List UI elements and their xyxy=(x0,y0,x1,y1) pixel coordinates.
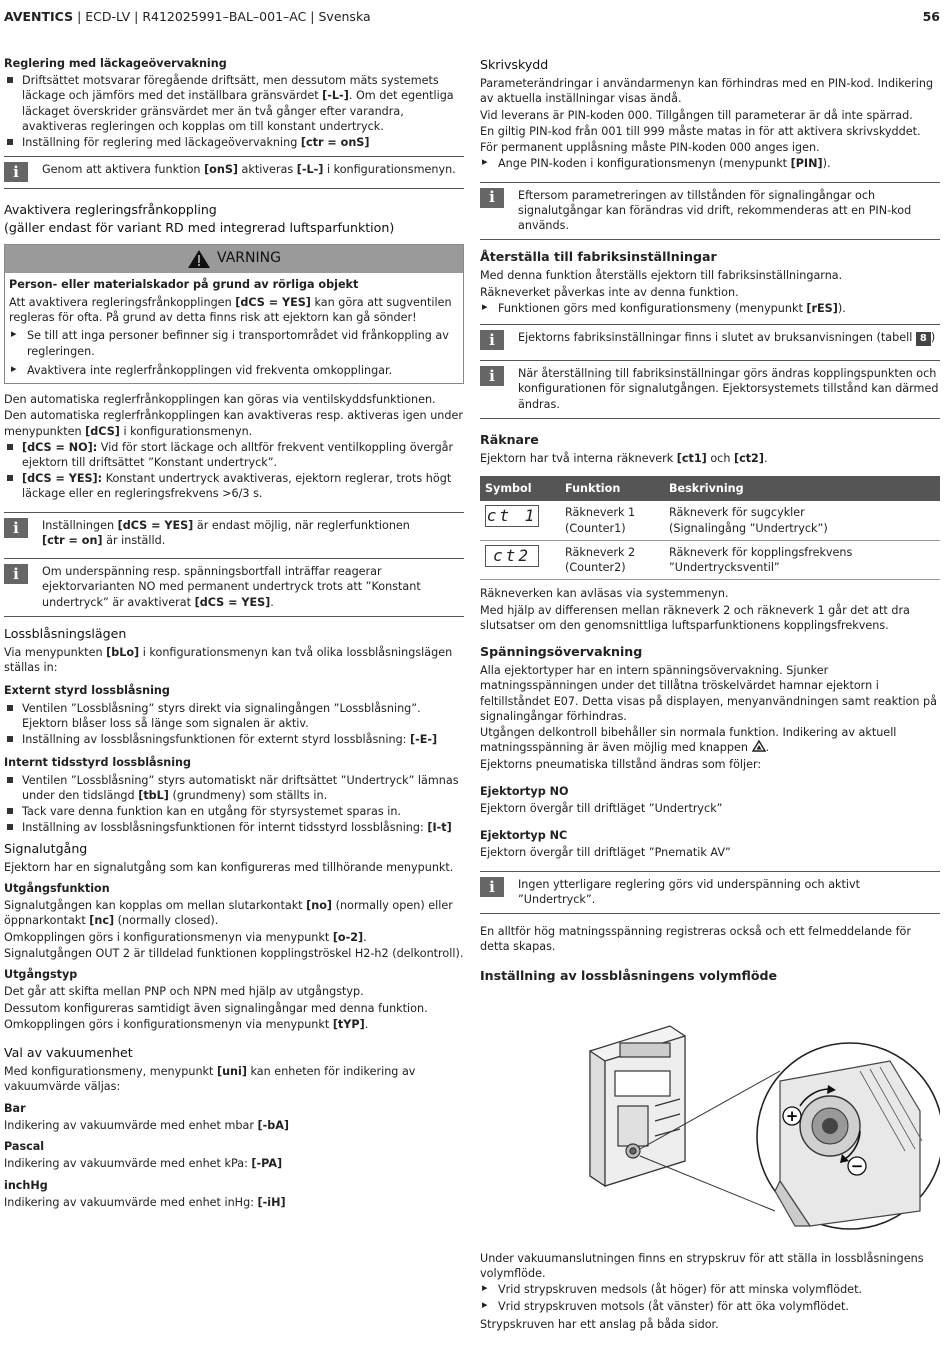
section-title: Räknare xyxy=(480,431,539,447)
info-note: i Eftersom parametreringen av tillstånden för signalingångar och signalutgångar kan förändras vid drift, rekommenderas att en PIN-kod används. xyxy=(480,182,940,241)
section-title: Skrivskydd xyxy=(480,57,549,72)
left-column xyxy=(4,56,464,1211)
triangle-button-icon xyxy=(752,740,766,752)
info-note: i Genom att aktivera funktion [onS] aktiveras [-L-] i konfigurationsmenyn. xyxy=(4,156,464,189)
section-title: Avaktivera regleringsfrånkoppling xyxy=(4,202,217,218)
paragraph: Parameterändringar i användarmenyn kan förhindras med en PIN-kod. Indikering av aktuella inställningar visas ändå. xyxy=(480,77,934,106)
list-item: ▸ Funktionen görs med konfigurationsmeny (menypunkt [rES]). xyxy=(480,301,940,316)
list-item: ▸ Se till att inga personer befinner sig i transportområdet vid frånkoppling av regleringen. xyxy=(9,328,459,358)
subsection-title: Externt styrd lossblåsning xyxy=(4,684,170,698)
list-item: Inställning av lossblåsningsfunktionen för externt styrd lossblåsning: [-E-] xyxy=(4,732,464,747)
info-icon: i xyxy=(480,188,504,208)
paragraph: Den automatiska reglerfrånkopplingen kan göras via ventilskyddsfunktionen. xyxy=(4,393,436,407)
warning-icon xyxy=(187,249,211,269)
paragraph: Under vakuumanslutningen finns en strypskruv för att ställa in lossblåsningens volymflöde. xyxy=(480,1252,924,1281)
subsection-title: Pascal xyxy=(4,1140,45,1154)
paragraph: En alltför hög matningsspänning registreras också och ett felmeddelande för detta skapas. xyxy=(480,925,911,954)
section-title: Signalutgång xyxy=(4,840,88,856)
section-title: Spänningsövervakning xyxy=(480,644,643,659)
list-item: ▸ Ange PIN-koden i konfigurationsmenyn (menypunkt [PIN]). xyxy=(480,156,940,171)
paragraph: Dessutom konfigureras samtidigt även signalingångar med denna funktion. xyxy=(4,1001,428,1015)
step-list xyxy=(480,1282,940,1313)
info-note: i Ingen ytterligare reglering görs vid underspänning och aktivt ”Undertryck”. xyxy=(480,871,940,914)
display-symbol: ct2 xyxy=(485,545,539,567)
paragraph: Vid leverans är PIN-koden 000. Tillgången till parameterar är då inte spärrad. xyxy=(480,108,913,122)
section-subtitle: (gäller endast för variant RD med integrerad luftsparfunktion) xyxy=(4,219,395,235)
paragraph: Omkopplingen görs i konfigurationsmenyn via menypunkt [o-2]. xyxy=(4,930,367,944)
subsection-title: inchHg xyxy=(4,1178,48,1192)
paragraph: Indikering av vakuumvärde med enhet kPa: [-PA] xyxy=(4,1157,283,1171)
info-note: i Ejektorns fabriksinställningar finns i slutet av bruksanvisningen (tabell 8 ) xyxy=(480,324,940,356)
paragraph: Strypskruven har ett anslag på båda sidor. xyxy=(480,1317,719,1331)
list-item: [dCS = YES]: Konstant undertryck avaktiveras, ejektorn reglerar, trots högt läckage eller en regleringsfrekvens >6/3 s. xyxy=(4,471,464,501)
list-item: Ventilen ”Lossblåsning” styrs direkt via signalingången ”Lossblåsning”. Ejektorn blåser loss så länge som signalen är aktiv. xyxy=(4,701,464,731)
info-note: i Inställningen [dCS = YES] är endast möjlig, när reglerfunktionen [ctr = on] är inställd. xyxy=(4,512,464,554)
step-list xyxy=(480,156,940,171)
warning-box xyxy=(4,244,464,384)
paragraph: Räkneverket påverkas inte av denna funktion. xyxy=(480,285,739,299)
page-number: 56 xyxy=(922,9,940,24)
list-item: ▸ Vrid strypskruven medsols (åt höger) för att minska volymflödet. xyxy=(480,1282,940,1297)
increase-label: + xyxy=(785,1106,799,1125)
list-item: Ventilen ”Lossblåsning” styrs automatiskt när driftsättet ”Undertryck” lämnas under den tidslängd [tbL] (grundmeny) som ställts in. xyxy=(4,773,464,803)
subsection-title: Ejektortyp NC xyxy=(480,829,568,843)
paragraph: Ejektorn har en signalutgång som kan konfigureras med tillhörande menypunkt. xyxy=(4,860,454,874)
info-icon: i xyxy=(4,518,28,538)
bullet-list xyxy=(4,440,464,502)
subsection-title: Internt tidsstyrd lossblåsning xyxy=(4,756,192,770)
paragraph: Ejektorn övergår till driftläget ”Pnematik AV” xyxy=(480,846,731,860)
table-header: Funktion xyxy=(560,476,664,501)
paragraph: Med hjälp av differensen mellan räkneverk 2 och räkneverk 1 går det att dra slutsatser om den genomsnittliga luftsparfunktionens kopplingsfrekvens. xyxy=(480,603,910,632)
warning-text: Att avaktivera regleringsfrånkopplingen [dCS = YES] kan göra att sugventilen regleras för ofta. På grund av detta finns risk att ejektorn kan gå sönder! xyxy=(9,295,452,325)
paragraph: Ejektorn övergår till driftläget ”Undertryck” xyxy=(480,802,723,815)
bullet-list xyxy=(4,773,464,836)
section-title: Val av vakuumenhet xyxy=(4,1045,133,1061)
counter-table xyxy=(480,476,940,580)
section-title: Reglering med läckageövervakning xyxy=(4,57,227,70)
bullet-list xyxy=(4,701,464,748)
bullet-list xyxy=(4,73,464,150)
list-item: Driftsättet motsvarar föregående driftsätt, men dessutom mäts systemets läckage och jämförs med det inställbara gränsvärdet [-L-]. Om det egentliga läckaget överskrider gränsvärdet mer än två gånger efter varandra, avaktiveras regleringen och kopplas om till konstant undertryck. xyxy=(4,73,464,134)
info-icon: i xyxy=(4,162,28,182)
table-ref-badge: 8 xyxy=(916,332,931,346)
page-header xyxy=(4,8,940,24)
paragraph: Omkopplingen görs i konfigurationsmenyn via menypunkt [tYP]. xyxy=(4,1017,369,1031)
section-title: Lossblåsningslägen xyxy=(4,625,127,641)
table-row: ct2 Räkneverk 2 (Counter2) Räkneverk för kopplingsfrekvens ”Undertrycksventil” xyxy=(480,540,940,579)
list-item: Inställning för reglering med läckageövervakning [ctr = onS] xyxy=(4,135,464,150)
paragraph: Signalutgången OUT 2 är tilldelad funktionen kopplingströskel H2-h2 (delkontroll). xyxy=(4,946,464,960)
subsection-title: Ejektortyp NO xyxy=(480,784,569,798)
header-title: AVENTICS | ECD-LV | R412025991–BAL–001–AC | Svenska xyxy=(4,9,371,24)
info-note: i När återställning till fabriksinställningar görs ändras kopplingspunkten och konfigurationen för signalutgången. Ejektorsystemets tillstånd kan därmed ändras. xyxy=(480,360,940,419)
paragraph: Ejektorns pneumatiska tillstånd ändras som följer: xyxy=(480,757,762,771)
paragraph: Indikering av vakuumvärde med enhet inHg: [-iH] xyxy=(4,1195,286,1209)
list-item: Tack vare denna funktion kan en utgång för styrsystemet sparas in. xyxy=(4,804,464,819)
subsection-title: Utgångstyp xyxy=(4,968,78,982)
right-column xyxy=(480,56,940,1333)
subsection-title: Bar xyxy=(4,1101,26,1115)
info-icon: i xyxy=(480,366,504,386)
info-note: i Om underspänning resp. spänningsbortfall inträffar reagerar ejektorvarianten NO med permanent undertryck trots att ”Konstant undertryck” är avaktiverat [dCS = YES]. xyxy=(4,558,464,617)
warning-list xyxy=(9,328,459,378)
paragraph: Med konfigurationsmeny, menypunkt [uni] kan enheten för indikering av vakuumvärde väljas: xyxy=(4,1065,416,1094)
list-item: ▸ Avaktivera inte reglerfrånkopplingen vid frekventa omkopplingar. xyxy=(9,363,459,378)
paragraph: För permanent upplåsning måste PIN-koden 000 anges igen. xyxy=(480,141,820,155)
paragraph: Via menypunkten [bLo] i konfigurationsmenyn kan två olika lossblåsningslägen ställas in: xyxy=(4,646,453,675)
warning-title: Person- eller materialskador på grund av rörliga objekt xyxy=(9,277,359,291)
info-icon: i xyxy=(4,564,28,584)
paragraph: Räkneverken kan avläsas via systemmenyn. xyxy=(480,587,729,601)
paragraph: Signalutgången kan kopplas om mellan slutarkontakt [no] (normally open) eller öppnarkontakt [nc] (normally closed). xyxy=(4,899,453,928)
paragraph: Utgången delkontroll bibehåller sin normala funktion. Indikering av aktuell matningsspänning är även möjlig med knappen . xyxy=(480,726,897,755)
table-row: ct 1 Räkneverk 1 (Counter1) Räkneverk för sugcykler (Signalingång ”Undertryck”) xyxy=(480,501,940,540)
paragraph: Indikering av vakuumvärde med enhet mbar [-bA] xyxy=(4,1118,290,1132)
paragraph: Med denna funktion återställs ejektorn till fabriksinställningarna. xyxy=(480,269,843,283)
decrease-label: − xyxy=(850,1156,864,1175)
subsection-title: Utgångsfunktion xyxy=(4,881,110,895)
list-item: ▸ Vrid strypskruven motsols (åt vänster) för att öka volymflödet. xyxy=(480,1299,940,1314)
ejector-illustration xyxy=(560,1011,940,1241)
paragraph: Den automatiska reglerfrånkopplingen kan avaktiveras resp. aktiveras igen under menypunkten [dCS] i konfigurationsmenyn. xyxy=(4,409,463,438)
section-title: Inställning av lossblåsningens volymflöde xyxy=(480,967,778,983)
list-item: Inställning av lossblåsningsfunktionen för internt tidsstyrd lossblåsning: [I-t] xyxy=(4,820,464,835)
paragraph: En giltig PIN-kod från 001 till 999 måste matas in för att aktivera skrivskyddet. xyxy=(480,124,921,138)
list-item: [dCS = NO]: Vid för stort läckage och alltför frekvent ventilkoppling övergår ejektorn till driftsättet ”Konstant undertryck”. xyxy=(4,440,464,470)
paragraph: Det går att skifta mellan PNP och NPN med hjälp av utgångstyp. xyxy=(4,985,364,999)
section-title: Återställa till fabriksinställningar xyxy=(480,249,717,265)
step-list xyxy=(480,301,940,316)
paragraph: Alla ejektortyper har en intern spänningsövervakning. Sjunker matningsspänningen under det tillåtna tröskelvärdet hamnar ejektorn i feltillståndet E07. Detta visas på displayen, menyanvändningen samt reaktion på signalingångar förhindras. xyxy=(480,664,938,723)
info-icon: i xyxy=(480,330,504,350)
table-header: Symbol xyxy=(480,476,560,501)
display-symbol: ct 1 xyxy=(486,506,538,526)
warning-header: VARNING xyxy=(5,245,463,273)
table-header: Beskrivning xyxy=(664,476,940,501)
info-icon: i xyxy=(480,877,504,897)
paragraph: Ejektorn har två interna räkneverk [ct1] och [ct2]. xyxy=(480,451,768,465)
